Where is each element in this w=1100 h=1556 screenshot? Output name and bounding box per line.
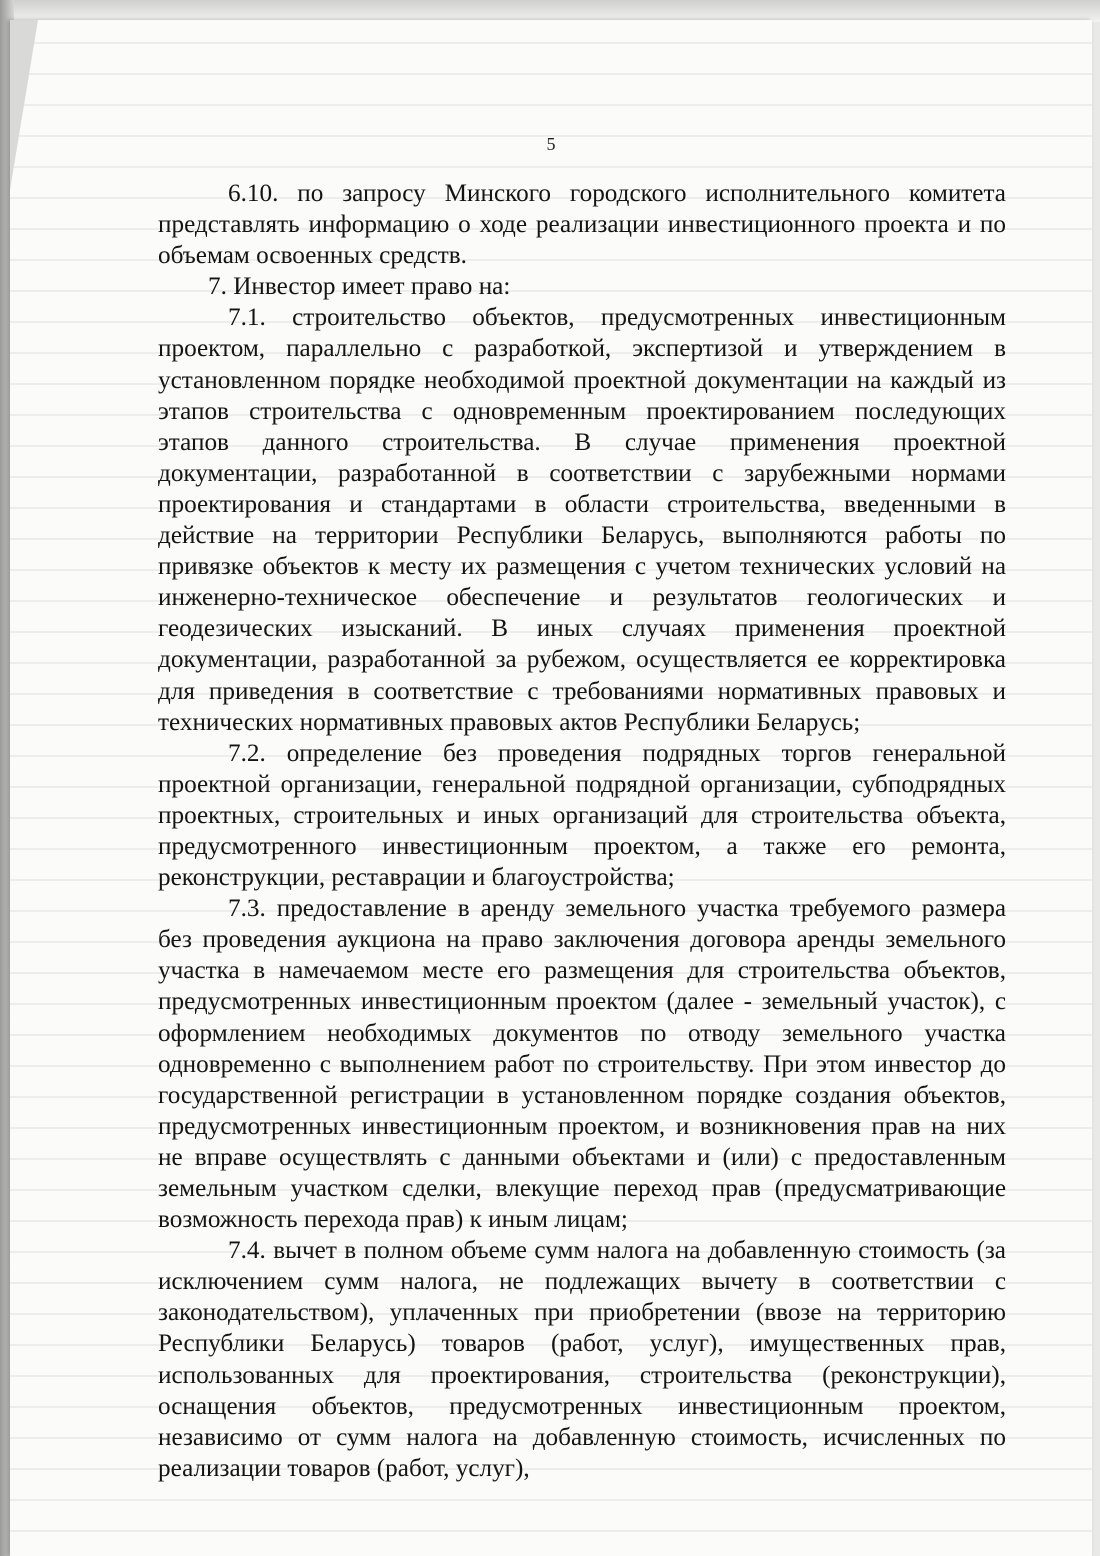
scan-top-edge xyxy=(0,0,1100,22)
document-body xyxy=(158,178,1006,1484)
paragraph-7-4: 7.4. вычет в полном объеме сумм налога на добавленную стоимость (за исключением сумм налога, не подлежащих вычету в соответствии с законодательством), уплаченных при приобретении (ввозе на территорию Республики Беларусь) товаров (работ, услуг), имущественных прав, использованных для проектирования, строительства (реконструкции), оснащения объектов, предусмотренных инвестиционным проектом, независимо от сумм налога на добавленную стоимость, исчисленных по реализации товаров (работ, услуг), xyxy=(158,1237,1006,1482)
paragraph-7-2: 7.2. определение без проведения подрядных торгов генеральной проектной организации, генеральной подрядной организации, субподрядных проектных, строительных и иных организаций для строительства объекта, предусмотренного инвестиционным проектом, а также его ремонта, реконструкции, реставрации и благоустройства; xyxy=(158,739,1006,892)
paragraph-7-3: 7.3. предоставление в аренду земельного участка требуемого размера без проведения аукциона на право заключения договора аренды земельного участка в намечаемом месте его размещения для строительства объектов, предусмотренных инвестиционным проектом (далее - земельный участок), с оформлением необходимых документов по отводу земельного участка одновременно с выполнением работ по строительству. При этом инвестор до государственной регистрации в установленном порядке создания объектов, предусмотренных инвестиционным проектом, и возникновения прав на них не вправе осуществлять с данными объектами и (или) с предоставленным земельным участком сделки, влекущие переход прав (предусматривающие возможность перехода прав) к иным лицам; xyxy=(158,895,1006,1234)
page-number: 5 xyxy=(546,134,556,154)
paragraph-7-heading: 7. Инвестор имеет право на: xyxy=(208,273,511,301)
paragraph-6-10: 6.10. по запросу Минского городского исполнительного комитета представлять информацию о ходе реализации инвестиционного проекта и по объемам освоенных средств. xyxy=(158,180,1006,270)
document-page xyxy=(10,20,1092,1556)
folded-corner xyxy=(10,20,38,190)
paragraph-7-1: 7.1. строительство объектов, предусмотренных инвестиционным проектом, параллельно с разработкой, экспертизой и утверждением в установленном порядке необходимой проектной документации на каждый из этапов строительства с одновременным проектированием последующих этапов данного строительства. В случае применения проектной документации, разработанной в соответствии с зарубежными нормами проектирования и стандартами в области строительства, введенными в действие на территории Республики Беларусь, выполняются работы по привязке объектов к месту их размещения с учетом технических условий на инженерно-техническое обеспечение и результатов геологических и геодезических изысканий. В иных случаях применения проектной документации, разработанной за рубежом, осуществляется ее корректировка для приведения в соответствие с требованиями нормативных правовых и технических нормативных правовых актов Республики Беларусь; xyxy=(158,304,1006,736)
